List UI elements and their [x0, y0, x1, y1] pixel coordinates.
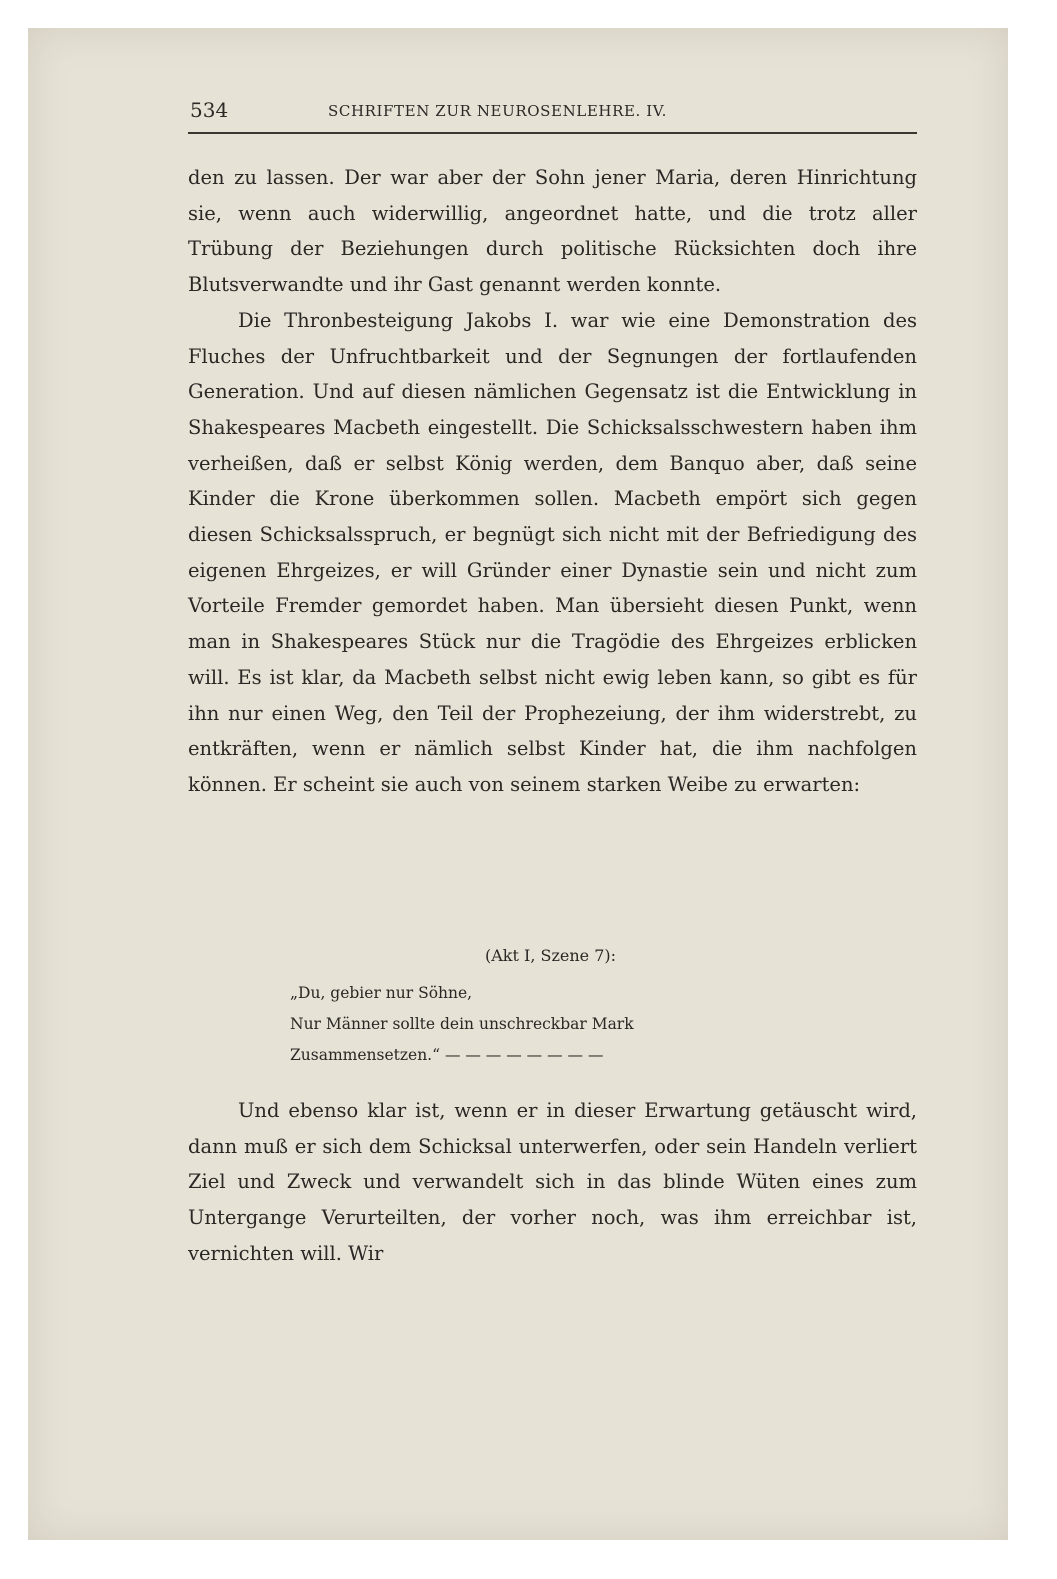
paragraph: Und ebenso klar ist, wenn er in dieser Erwartung getäuscht wird, dann muß er sich dem Schicksal unterwerfen, oder sein Handeln verliert Ziel und Zweck und verwandelt sich in das blinde Wüten eines zum Untergange Verurteilten, der vorher noch, was ihm erreichbar ist, vernichten will. Wir [188, 1099, 917, 1265]
main-text-continued [188, 1093, 917, 1272]
main-text [188, 160, 917, 803]
quote-line: Zusammensetzen.“ — — — — — — — — [290, 1046, 604, 1064]
paragraph: Die Thronbesteigung Jakobs I. war wie eine Demonstration des Fluches der Unfruchtbarkeit und der Segnungen der fortlaufenden Generation. Und auf diesen nämlichen Gegensatz ist die Entwicklung in Shakespeares Macbeth eingestellt. Die Schicksalsschwestern haben ihm verheißen, daß er selbst König werden, dem Banquo aber, daß seine Kinder die Krone überkommen sollen. Macbeth empört sich gegen diesen Schicksalsspruch, er begnügt sich nicht mit der Befriedigung des eigenen Ehrgeizes, er will Gründer einer Dynastie sein und nicht zum Vorteile Fremder gemordet haben. Man übersieht diesen Punkt, wenn man in Shakespeares Stück nur die Tragödie des Ehrgeizes erblicken will. Es ist klar, da Macbeth selbst nicht ewig leben kann, so gibt es für ihn nur einen Weg, den Teil der Prophezeiung, der ihm widerstrebt, zu entkräften, wenn er nämlich selbst Kinder hat, die ihm nachfolgen können. Er scheint sie auch von seinem starken Weibe zu erwarten: [188, 308, 917, 796]
quote-line: „Du, gebier nur Söhne, [290, 984, 473, 1002]
quote-line: Nur Männer sollte dein unschreckbar Mark [290, 1015, 634, 1033]
paragraph: den zu lassen. Der war aber der Sohn jener Maria, deren Hinrichtung sie, wenn auch widerwillig, angeordnet hatte, und die trotz aller Trübung der Beziehungen durch politische Rücksichten doch ihre Blutsverwandte und ihr Gast genannt werden konnte. [188, 166, 917, 297]
running-title: SCHRIFTEN ZUR NEUROSENLEHRE. IV. [328, 102, 667, 120]
quote-reference: (Akt I, Szene 7): [485, 946, 617, 965]
page-number: 534 [190, 98, 229, 122]
page-header [188, 98, 917, 134]
